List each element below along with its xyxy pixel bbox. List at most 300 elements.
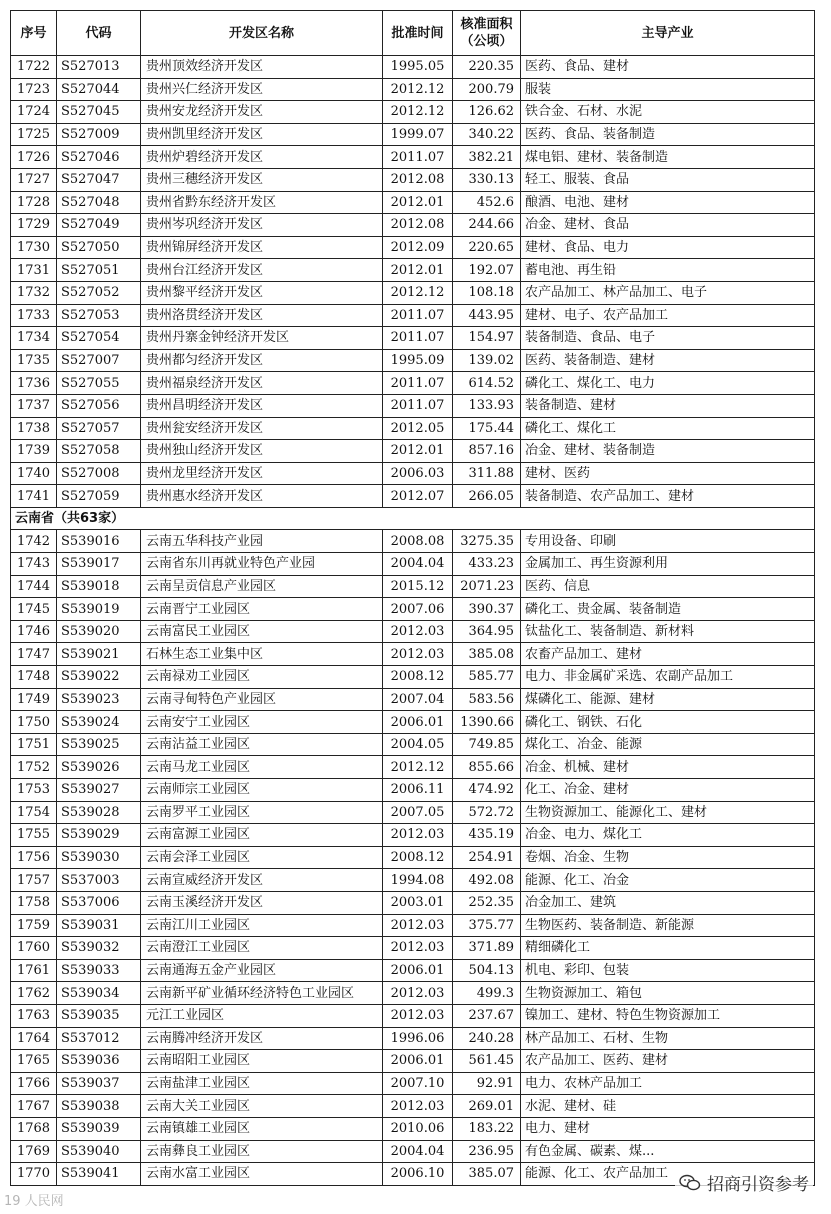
- industry-cell: 铁合金、石材、水泥: [521, 101, 815, 124]
- area-cell: 572.72: [453, 801, 521, 824]
- zone-name-cell: 贵州丹寨金钟经济开发区: [141, 327, 383, 350]
- industry-cell: 医药、装备制造、建材: [521, 349, 815, 372]
- code-cell: S539027: [57, 779, 141, 802]
- approval-date-cell: 2004.05: [383, 733, 453, 756]
- zone-name-cell: 贵州瓮安经济开发区: [141, 417, 383, 440]
- industry-cell: 服装: [521, 78, 815, 101]
- approval-date-cell: 2011.07: [383, 146, 453, 169]
- zone-name-cell: 云南玉溪经济开发区: [141, 891, 383, 914]
- approval-date-cell: 2011.07: [383, 304, 453, 327]
- approval-date-cell: 2004.04: [383, 1140, 453, 1163]
- code-cell: S539032: [57, 937, 141, 960]
- zone-name-cell: 云南晋宁工业园区: [141, 598, 383, 621]
- area-cell: 200.79: [453, 78, 521, 101]
- code-cell: S527044: [57, 78, 141, 101]
- source-watermark-left: 19 人民网: [4, 1194, 64, 1209]
- area-cell: 175.44: [453, 417, 521, 440]
- area-cell: 154.97: [453, 327, 521, 350]
- zone-name-cell: 云南呈贡信息产业园区: [141, 575, 383, 598]
- approval-date-cell: 2015.12: [383, 575, 453, 598]
- zone-name-cell: 贵州台江经济开发区: [141, 259, 383, 282]
- zone-name-cell: 云南水富工业园区: [141, 1163, 383, 1186]
- zone-name-cell: 云南腾冲经济开发区: [141, 1027, 383, 1050]
- table-row: [11, 711, 815, 734]
- approval-date-cell: 2006.01: [383, 959, 453, 982]
- seq-cell: 1766: [11, 1072, 57, 1095]
- approval-date-cell: 1995.05: [383, 56, 453, 79]
- seq-cell: 1725: [11, 123, 57, 146]
- table-row: [11, 598, 815, 621]
- zone-name-cell: 云南马龙工业园区: [141, 756, 383, 779]
- table-row: [11, 259, 815, 282]
- header-approved-area: [453, 11, 521, 56]
- table-row: [11, 891, 815, 914]
- area-cell: 857.16: [453, 440, 521, 463]
- table-row: [11, 417, 815, 440]
- code-cell: S527048: [57, 191, 141, 214]
- zone-name-cell: 云南安宁工业园区: [141, 711, 383, 734]
- seq-cell: 1767: [11, 1095, 57, 1118]
- header-approval-date: 批准时间: [383, 11, 453, 56]
- zone-name-cell: 云南罗平工业园区: [141, 801, 383, 824]
- approval-date-cell: 2012.03: [383, 1004, 453, 1027]
- zone-name-cell: 云南江川工业园区: [141, 914, 383, 937]
- industry-cell: 建材、电子、农产品加工: [521, 304, 815, 327]
- table-row: [11, 304, 815, 327]
- seq-cell: 1728: [11, 191, 57, 214]
- approval-date-cell: 2010.06: [383, 1117, 453, 1140]
- table-row: [11, 982, 815, 1005]
- area-cell: 240.28: [453, 1027, 521, 1050]
- code-cell: S527053: [57, 304, 141, 327]
- zone-name-cell: 元江工业园区: [141, 1004, 383, 1027]
- industry-cell: 煤电铝、建材、装备制造: [521, 146, 815, 169]
- approval-date-cell: 1996.06: [383, 1027, 453, 1050]
- seq-cell: 1730: [11, 236, 57, 259]
- industry-cell: 医药、食品、装备制造: [521, 123, 815, 146]
- seq-cell: 1763: [11, 1004, 57, 1027]
- wechat-icon: [679, 1174, 701, 1192]
- seq-cell: 1744: [11, 575, 57, 598]
- approval-date-cell: 2006.10: [383, 1163, 453, 1186]
- industry-cell: 能源、化工、冶金: [521, 869, 815, 892]
- zone-name-cell: 云南澄江工业园区: [141, 937, 383, 960]
- table-header-row: [11, 11, 815, 56]
- approval-date-cell: 2012.12: [383, 101, 453, 124]
- industry-cell: 电力、建材: [521, 1117, 815, 1140]
- development-zone-table-sheet: [10, 10, 814, 1186]
- seq-cell: 1762: [11, 982, 57, 1005]
- area-cell: 220.35: [453, 56, 521, 79]
- zone-name-cell: 云南富源工业园区: [141, 824, 383, 847]
- table-row: [11, 733, 815, 756]
- approval-date-cell: 2012.07: [383, 485, 453, 508]
- industry-cell: 化工、冶金、建材: [521, 779, 815, 802]
- area-cell: 1390.66: [453, 711, 521, 734]
- area-cell: 108.18: [453, 281, 521, 304]
- approval-date-cell: 2012.01: [383, 191, 453, 214]
- approval-date-cell: 2007.06: [383, 598, 453, 621]
- code-cell: S527051: [57, 259, 141, 282]
- approval-date-cell: 2012.03: [383, 824, 453, 847]
- area-cell: 220.65: [453, 236, 521, 259]
- industry-cell: 林产品加工、石材、生物: [521, 1027, 815, 1050]
- seq-cell: 1722: [11, 56, 57, 79]
- seq-cell: 1735: [11, 349, 57, 372]
- table-row: [11, 620, 815, 643]
- code-cell: S539021: [57, 643, 141, 666]
- seq-cell: 1758: [11, 891, 57, 914]
- code-cell: S527054: [57, 327, 141, 350]
- industry-cell: 水泥、建材、硅: [521, 1095, 815, 1118]
- industry-cell: 医药、信息: [521, 575, 815, 598]
- approval-date-cell: 2003.01: [383, 891, 453, 914]
- industry-cell: 电力、农林产品加工: [521, 1072, 815, 1095]
- seq-cell: 1731: [11, 259, 57, 282]
- table-row: [11, 281, 815, 304]
- area-cell: 385.08: [453, 643, 521, 666]
- zone-name-cell: 云南五华科技产业园: [141, 530, 383, 553]
- approval-date-cell: 2012.05: [383, 417, 453, 440]
- seq-cell: 1726: [11, 146, 57, 169]
- code-cell: S527057: [57, 417, 141, 440]
- code-cell: S527050: [57, 236, 141, 259]
- table-row: [11, 553, 815, 576]
- zone-name-cell: 贵州昌明经济开发区: [141, 394, 383, 417]
- area-cell: 390.37: [453, 598, 521, 621]
- code-cell: S539025: [57, 733, 141, 756]
- industry-cell: 建材、食品、电力: [521, 236, 815, 259]
- seq-cell: 1727: [11, 168, 57, 191]
- table-row: [11, 1095, 815, 1118]
- table-row: [11, 801, 815, 824]
- zone-name-cell: 贵州福泉经济开发区: [141, 372, 383, 395]
- seq-cell: 1769: [11, 1140, 57, 1163]
- code-cell: S539037: [57, 1072, 141, 1095]
- seq-cell: 1752: [11, 756, 57, 779]
- industry-cell: 农产品加工、林产品加工、电子: [521, 281, 815, 304]
- industry-cell: 磷化工、煤化工: [521, 417, 815, 440]
- area-cell: 452.6: [453, 191, 521, 214]
- seq-cell: 1756: [11, 846, 57, 869]
- area-cell: 435.19: [453, 824, 521, 847]
- seq-cell: 1742: [11, 530, 57, 553]
- zone-name-cell: 云南会泽工业园区: [141, 846, 383, 869]
- industry-cell: 煤化工、冶金、能源: [521, 733, 815, 756]
- code-cell: S527056: [57, 394, 141, 417]
- code-cell: S539031: [57, 914, 141, 937]
- seq-cell: 1733: [11, 304, 57, 327]
- industry-cell: 酿酒、电池、建材: [521, 191, 815, 214]
- zone-name-cell: 贵州黎平经济开发区: [141, 281, 383, 304]
- industry-cell: 轻工、服装、食品: [521, 168, 815, 191]
- approval-date-cell: 2006.01: [383, 711, 453, 734]
- header-approved-area-label: 核准面积 （公顷）: [460, 17, 513, 49]
- industry-cell: 建材、医药: [521, 462, 815, 485]
- zone-name-cell: 云南宣威经济开发区: [141, 869, 383, 892]
- seq-cell: 1751: [11, 733, 57, 756]
- table-row: [11, 914, 815, 937]
- seq-cell: 1738: [11, 417, 57, 440]
- table-row: [11, 824, 815, 847]
- code-cell: S527013: [57, 56, 141, 79]
- area-cell: 139.02: [453, 349, 521, 372]
- industry-cell: 卷烟、冶金、生物: [521, 846, 815, 869]
- source-watermark-right: [675, 1168, 813, 1197]
- code-cell: S527007: [57, 349, 141, 372]
- code-cell: S527046: [57, 146, 141, 169]
- code-cell: S539018: [57, 575, 141, 598]
- zone-name-cell: 贵州洛贯经济开发区: [141, 304, 383, 327]
- industry-cell: 冶金、电力、煤化工: [521, 824, 815, 847]
- code-cell: S539041: [57, 1163, 141, 1186]
- code-cell: S539036: [57, 1050, 141, 1073]
- industry-cell: 金属加工、再生资源利用: [521, 553, 815, 576]
- area-cell: 2071.23: [453, 575, 521, 598]
- zone-name-cell: 贵州安龙经济开发区: [141, 101, 383, 124]
- province-section-label: 云南省（共63家）: [11, 507, 815, 530]
- code-cell: S539028: [57, 801, 141, 824]
- zone-name-cell: 云南通海五金产业园区: [141, 959, 383, 982]
- code-cell: S527059: [57, 485, 141, 508]
- seq-cell: 1770: [11, 1163, 57, 1186]
- zone-name-cell: 云南寻甸特色产业园区: [141, 688, 383, 711]
- area-cell: 749.85: [453, 733, 521, 756]
- area-cell: 583.56: [453, 688, 521, 711]
- approval-date-cell: 2006.03: [383, 462, 453, 485]
- zone-name-cell: 贵州锦屏经济开发区: [141, 236, 383, 259]
- table-row: [11, 756, 815, 779]
- watermark-right-label: 招商引资参考: [707, 1175, 809, 1195]
- area-cell: 561.45: [453, 1050, 521, 1073]
- code-cell: S539016: [57, 530, 141, 553]
- table-row: [11, 146, 815, 169]
- approval-date-cell: 2008.12: [383, 666, 453, 689]
- zone-name-cell: 贵州三穗经济开发区: [141, 168, 383, 191]
- code-cell: S539039: [57, 1117, 141, 1140]
- industry-cell: 农畜产品加工、建材: [521, 643, 815, 666]
- province-section-row: [11, 507, 815, 530]
- seq-cell: 1737: [11, 394, 57, 417]
- approval-date-cell: 2012.03: [383, 643, 453, 666]
- table-row: [11, 869, 815, 892]
- industry-cell: 机电、彩印、包装: [521, 959, 815, 982]
- code-cell: S539034: [57, 982, 141, 1005]
- seq-cell: 1732: [11, 281, 57, 304]
- area-cell: 371.89: [453, 937, 521, 960]
- code-cell: S539029: [57, 824, 141, 847]
- code-cell: S527058: [57, 440, 141, 463]
- table-row: [11, 1004, 815, 1027]
- industry-cell: 农产品加工、医药、建材: [521, 1050, 815, 1073]
- code-cell: S527008: [57, 462, 141, 485]
- approval-date-cell: 2006.11: [383, 779, 453, 802]
- table-row: [11, 78, 815, 101]
- seq-cell: 1747: [11, 643, 57, 666]
- area-cell: 92.91: [453, 1072, 521, 1095]
- seq-cell: 1757: [11, 869, 57, 892]
- approval-date-cell: 2012.01: [383, 259, 453, 282]
- table-row: [11, 643, 815, 666]
- area-cell: 266.05: [453, 485, 521, 508]
- approval-date-cell: 2012.08: [383, 214, 453, 237]
- table-row: [11, 959, 815, 982]
- seq-cell: 1753: [11, 779, 57, 802]
- industry-cell: 冶金加工、建筑: [521, 891, 815, 914]
- area-cell: 3275.35: [453, 530, 521, 553]
- table-row: [11, 168, 815, 191]
- industry-cell: 钛盐化工、装备制造、新材料: [521, 620, 815, 643]
- approval-date-cell: 2012.03: [383, 620, 453, 643]
- seq-cell: 1748: [11, 666, 57, 689]
- seq-cell: 1759: [11, 914, 57, 937]
- seq-cell: 1729: [11, 214, 57, 237]
- seq-cell: 1724: [11, 101, 57, 124]
- zone-name-cell: 云南富民工业园区: [141, 620, 383, 643]
- zone-name-cell: 石林生态工业集中区: [141, 643, 383, 666]
- table-body: [11, 56, 815, 1186]
- code-cell: S539020: [57, 620, 141, 643]
- table-row: [11, 1027, 815, 1050]
- area-cell: 236.95: [453, 1140, 521, 1163]
- approval-date-cell: 2012.01: [383, 440, 453, 463]
- zone-name-cell: 贵州岑巩经济开发区: [141, 214, 383, 237]
- seq-cell: 1754: [11, 801, 57, 824]
- zone-name-cell: 云南新平矿业循环经济特色工业园区: [141, 982, 383, 1005]
- code-cell: S539017: [57, 553, 141, 576]
- seq-cell: 1755: [11, 824, 57, 847]
- seq-cell: 1741: [11, 485, 57, 508]
- table-row: [11, 462, 815, 485]
- zone-name-cell: 贵州凯里经济开发区: [141, 123, 383, 146]
- area-cell: 585.77: [453, 666, 521, 689]
- code-cell: S527055: [57, 372, 141, 395]
- table-row: [11, 937, 815, 960]
- table-row: [11, 1140, 815, 1163]
- code-cell: S527009: [57, 123, 141, 146]
- zone-name-cell: 云南昭阳工业园区: [141, 1050, 383, 1073]
- area-cell: 269.01: [453, 1095, 521, 1118]
- table-row: [11, 372, 815, 395]
- zone-name-cell: 云南省东川再就业特色产业园: [141, 553, 383, 576]
- approval-date-cell: 2011.07: [383, 372, 453, 395]
- industry-cell: 装备制造、建材: [521, 394, 815, 417]
- approval-date-cell: 2008.12: [383, 846, 453, 869]
- seq-cell: 1760: [11, 937, 57, 960]
- table-row: [11, 214, 815, 237]
- approval-date-cell: 2012.03: [383, 937, 453, 960]
- area-cell: 614.52: [453, 372, 521, 395]
- table-row: [11, 1117, 815, 1140]
- industry-cell: 磷化工、贵金属、装备制造: [521, 598, 815, 621]
- approval-date-cell: 2012.03: [383, 914, 453, 937]
- code-cell: S539040: [57, 1140, 141, 1163]
- industry-cell: 磷化工、煤化工、电力: [521, 372, 815, 395]
- approval-date-cell: 2012.03: [383, 982, 453, 1005]
- table-row: [11, 394, 815, 417]
- approval-date-cell: 2011.07: [383, 394, 453, 417]
- industry-cell: 生物资源加工、箱包: [521, 982, 815, 1005]
- table-row: [11, 101, 815, 124]
- zone-name-cell: 云南镇雄工业园区: [141, 1117, 383, 1140]
- seq-cell: 1745: [11, 598, 57, 621]
- industry-cell: 镍加工、建材、特色生物资源加工: [521, 1004, 815, 1027]
- zone-name-cell: 云南师宗工业园区: [141, 779, 383, 802]
- seq-cell: 1768: [11, 1117, 57, 1140]
- approval-date-cell: 2006.01: [383, 1050, 453, 1073]
- code-cell: S527047: [57, 168, 141, 191]
- table-row: [11, 1072, 815, 1095]
- approval-date-cell: 2007.04: [383, 688, 453, 711]
- table-row: [11, 440, 815, 463]
- industry-cell: 医药、食品、建材: [521, 56, 815, 79]
- zone-name-cell: 贵州都匀经济开发区: [141, 349, 383, 372]
- area-cell: 311.88: [453, 462, 521, 485]
- table-row: [11, 236, 815, 259]
- code-cell: S527049: [57, 214, 141, 237]
- industry-cell: 冶金、建材、食品: [521, 214, 815, 237]
- industry-cell: 装备制造、农产品加工、建材: [521, 485, 815, 508]
- approval-date-cell: 2007.10: [383, 1072, 453, 1095]
- area-cell: 133.93: [453, 394, 521, 417]
- code-cell: S539035: [57, 1004, 141, 1027]
- area-cell: 192.07: [453, 259, 521, 282]
- industry-cell: 冶金、建材、装备制造: [521, 440, 815, 463]
- zone-name-cell: 贵州惠水经济开发区: [141, 485, 383, 508]
- code-cell: S527052: [57, 281, 141, 304]
- approval-date-cell: 2011.07: [383, 327, 453, 350]
- code-cell: S539024: [57, 711, 141, 734]
- area-cell: 385.07: [453, 1163, 521, 1186]
- table-row: [11, 349, 815, 372]
- approval-date-cell: 1995.09: [383, 349, 453, 372]
- area-cell: 252.35: [453, 891, 521, 914]
- area-cell: 254.91: [453, 846, 521, 869]
- zone-name-cell: 云南沾益工业园区: [141, 733, 383, 756]
- zone-name-cell: 贵州炉碧经济开发区: [141, 146, 383, 169]
- table-row: [11, 688, 815, 711]
- code-cell: S539019: [57, 598, 141, 621]
- approval-date-cell: 2012.03: [383, 1095, 453, 1118]
- approval-date-cell: 2012.12: [383, 281, 453, 304]
- industry-cell: 磷化工、钢铁、石化: [521, 711, 815, 734]
- industry-cell: 能源、化工、农产品加工: [521, 1163, 815, 1186]
- header-main-industry: 主导产业: [521, 11, 815, 56]
- table-row: [11, 666, 815, 689]
- industry-cell: 生物医药、装备制造、新能源: [521, 914, 815, 937]
- seq-cell: 1740: [11, 462, 57, 485]
- header-seq: 序号: [11, 11, 57, 56]
- zone-name-cell: 云南大关工业园区: [141, 1095, 383, 1118]
- code-cell: S539033: [57, 959, 141, 982]
- zone-name-cell: 云南禄劝工业园区: [141, 666, 383, 689]
- industry-cell: 装备制造、食品、电子: [521, 327, 815, 350]
- seq-cell: 1749: [11, 688, 57, 711]
- approval-date-cell: 2008.08: [383, 530, 453, 553]
- seq-cell: 1736: [11, 372, 57, 395]
- industry-cell: 电力、非金属矿采选、农副产品加工: [521, 666, 815, 689]
- approval-date-cell: 2007.05: [383, 801, 453, 824]
- code-cell: S537003: [57, 869, 141, 892]
- table-row: [11, 56, 815, 79]
- industry-cell: 专用设备、印刷: [521, 530, 815, 553]
- seq-cell: 1750: [11, 711, 57, 734]
- table-row: [11, 485, 815, 508]
- approval-date-cell: 2012.08: [383, 168, 453, 191]
- seq-cell: 1746: [11, 620, 57, 643]
- code-cell: S537006: [57, 891, 141, 914]
- code-cell: S539030: [57, 846, 141, 869]
